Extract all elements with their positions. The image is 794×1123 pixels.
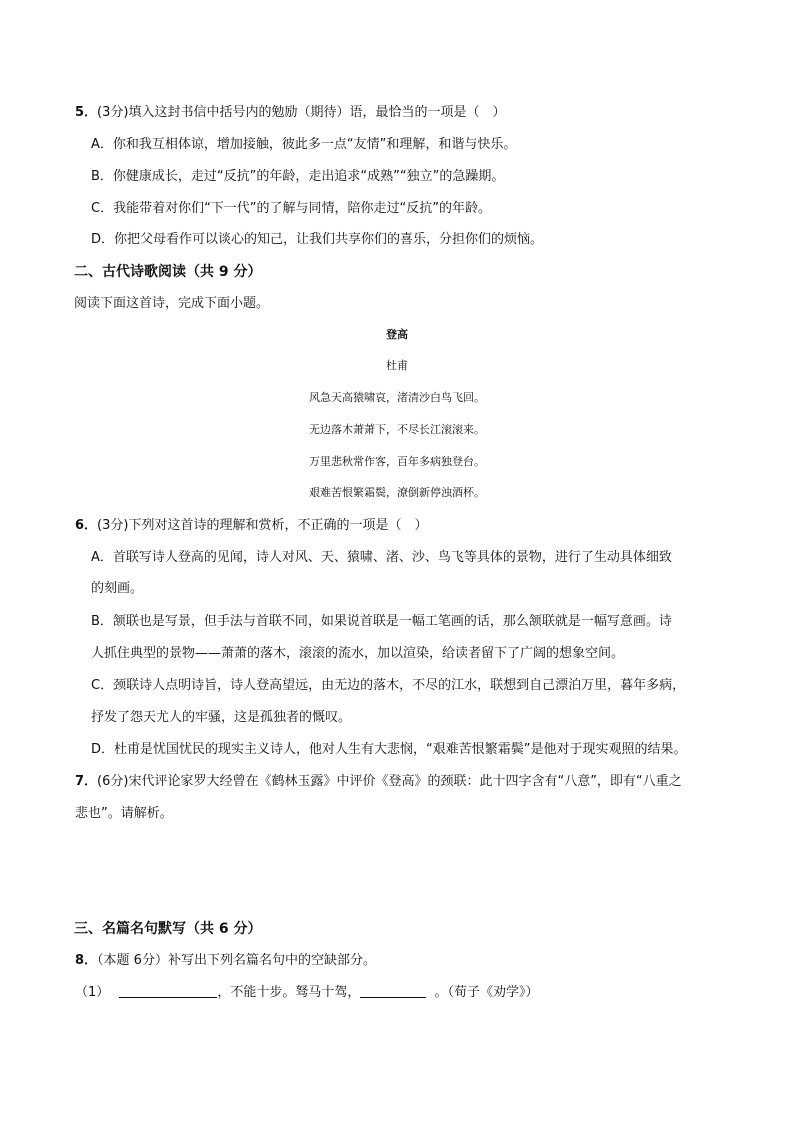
q6-option-d: D．杜甫是忧国忧民的现实主义诗人，他对人生有大悲悯，“艰难苦恨繁霜鬓”是他对于现实观照的结果。: [91, 742, 687, 757]
q5-option-b: B．你健康成长，走过“反抗”的年龄，走出追求“成熟”“独立”的急躁期。: [91, 169, 505, 184]
question-text: (3分)填入这封书信中括号内的勉励（期待）语，最恰当的一项是（ ）: [97, 105, 506, 120]
q6-option-c-line-1: C．颈联诗人点明诗旨，诗人登高望远，由无边的落木，不尽的江水，联想到自己漂泊万里，暮年多病，: [91, 678, 686, 693]
poem-author: 杜甫: [386, 359, 408, 372]
q6-option-a-line-1: A．首联写诗人登高的见闻，诗人对风、天、猿啸、渚、沙、鸟飞等具体的景物，进行了生动具体细致: [91, 550, 672, 565]
poem-title: 登高: [386, 328, 408, 341]
question-7-line-1: [75, 773, 682, 791]
q6-option-c-line-2: 抒发了怨天尤人的牢骚，这是孤独者的慨叹。: [91, 710, 352, 725]
poem-line-4: 艰难苦恨繁霜鬓，潦倒新停浊酒杯。: [309, 486, 485, 499]
question-text: (6分)宋代评论家罗大经曾在《鹤林玉露》中评价《登高》的颈联：此十四字含有“八意”，即有“八重之: [97, 774, 682, 789]
q6-option-b-line-2: 人抓住典型的景物——萧萧的落木，滚滚的流水，加以渲染，给读者留下了广阔的想象空间。: [91, 646, 625, 661]
question-text: （本题 6分）补写出下列名篇名句中的空缺部分。: [97, 953, 376, 968]
question-8-stem: [75, 952, 376, 970]
answer-blank-2[interactable]: [360, 985, 426, 998]
question-number: 7．: [75, 774, 98, 789]
q5-option-c: C．我能带着对你们“下一代”的了解与同情，陪你走过“反抗”的年龄。: [91, 201, 492, 216]
question-number: 8．: [75, 953, 98, 968]
q5-option-a: A．你和我互相体谅，增加接触，彼此多一点“友情”和理解，和谐与快乐。: [91, 137, 517, 152]
q6-option-b-line-1: B．颔联也是写景，但手法与首联不同，如果说首联是一幅工笔画的话，那么颔联就是一幅写意画。诗: [91, 614, 672, 629]
poem-line-3: 万里悲秋常作客，百年多病独登台。: [309, 455, 485, 468]
question-number: 5．: [75, 105, 98, 120]
question-text: (3分)下列对这首诗的理解和赏析，不正确的一项是（ ）: [97, 518, 428, 533]
item-number: （1）: [75, 985, 110, 1000]
poem-line-1: 风急天高猿啸哀，渚清沙白鸟飞回。: [309, 391, 485, 404]
question-5-stem: [75, 104, 505, 122]
section-2-intro: 阅读下面这首诗，完成下面小题。: [74, 296, 270, 311]
section-2-title: 二、古代诗歌阅读（共 9 分）: [74, 264, 262, 280]
question-7-line-2: 悲也”。请解析。: [75, 806, 173, 821]
item-text-2: 。（荀子《劝学》）: [434, 985, 539, 1000]
question-number: 6．: [75, 518, 98, 533]
answer-blank-1[interactable]: [119, 985, 217, 998]
item-text-1: ，不能十步。驽马十驾，: [217, 985, 361, 1000]
section-3-title: 三、名篇名句默写（共 6 分）: [74, 921, 262, 937]
q6-option-a-line-2: 的刻画。: [91, 581, 144, 596]
question-8-item-1: [75, 984, 538, 1002]
q5-option-d: D．你把父母看作可以谈心的知己，让我们共享你们的喜乐，分担你们的烦恼。: [91, 232, 544, 247]
question-6-stem: [75, 517, 427, 535]
poem-line-2: 无边落木萧萧下，不尽长江滚滚来。: [309, 423, 485, 436]
